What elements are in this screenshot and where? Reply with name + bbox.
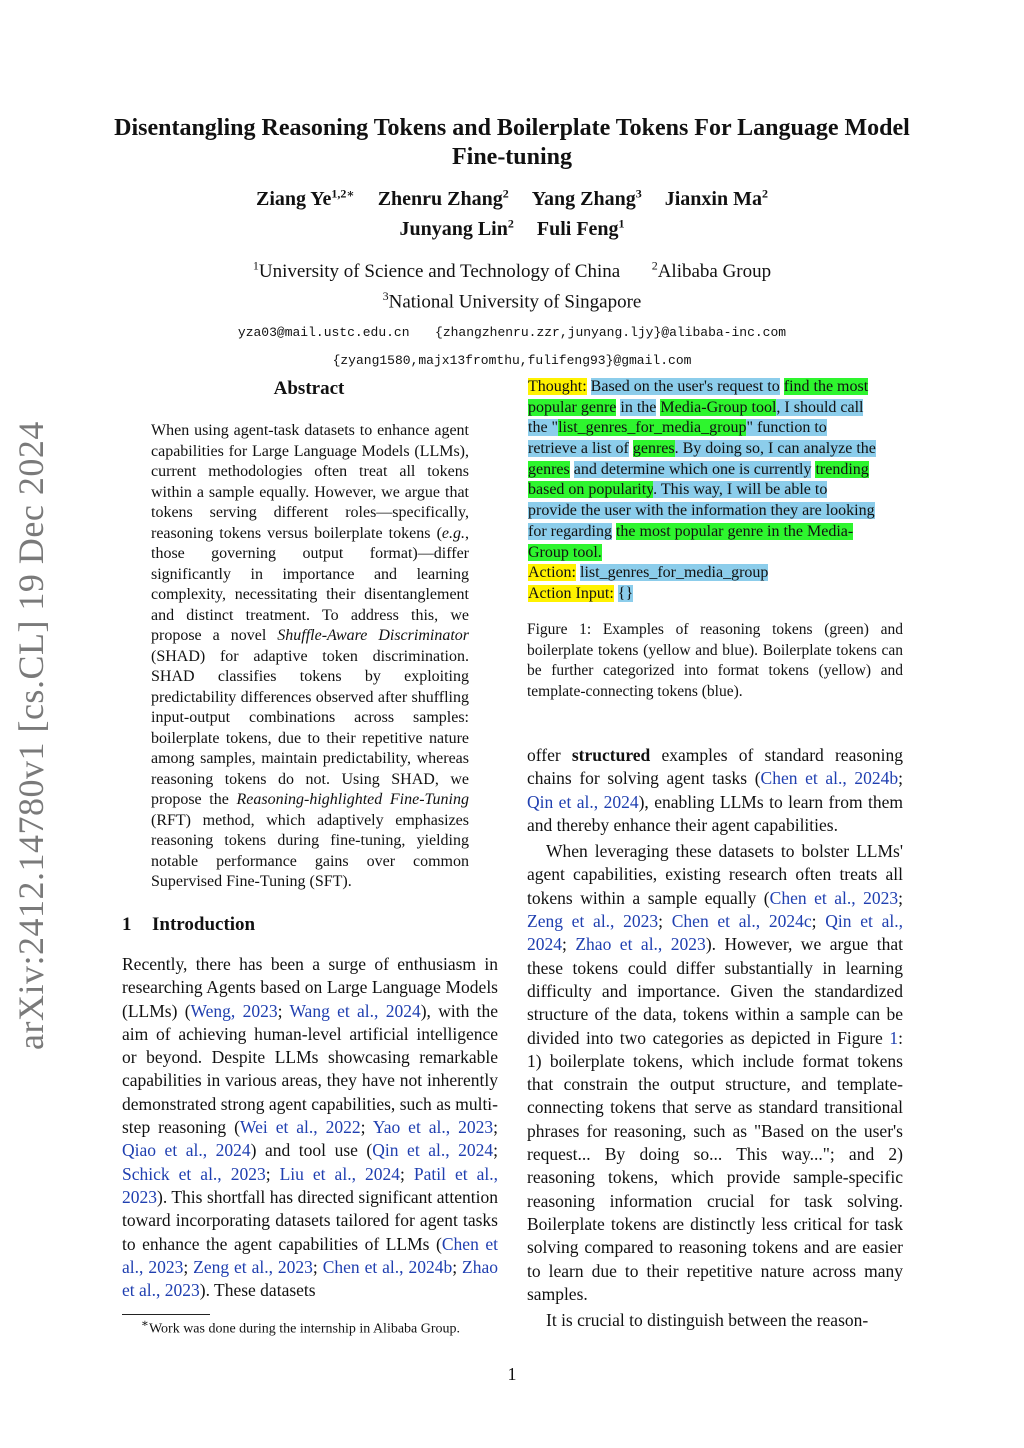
email: yza03@mail.ustc.edu.cn [237,324,410,340]
affiliation: $^3$National University of Singapore [382,289,642,313]
page-number: 1 [507,1364,517,1384]
arxiv-stamp: arXiv:2412.14780v1 [cs.CL] 19 Dec 2024 [11,421,51,1050]
citation-link[interactable]: Qin et al., 2024 [527,791,639,812]
citation-link[interactable]: Yao et al., 2023 [372,1117,494,1138]
citation-link[interactable]: Weng, 2023 [190,1000,278,1021]
figure-ref-link[interactable]: 1 [889,1027,899,1048]
author: Fuli Feng$^1$ [536,216,625,241]
author: Ziang $Ye^{1,2∗}$ [256,186,355,210]
citation-link[interactable]: Zhao et al., 2023 [122,1256,498,1301]
paragraph: It is crucial to distinguish between the reason- [546,1310,869,1331]
citation-link[interactable]: Zhao et al., 2023 [575,934,706,955]
citation-link[interactable]: Wei et al., 2022 [239,1117,361,1138]
right-column-text [527,744,903,1332]
section-heading: 1 Introduction [122,914,256,935]
abstract-body: When using agent-task datasets to enhance agent capabilities for Large Language Models (LLMs), current methodologies often treat all tokens within a sample equally. However, we argue that tokens serving different roles—specifically, reasoning tokens versus boilerplate tokens (e.g., those governing output format)—differ significantly in importance and learning complexity, necessitating their disentanglement and distinct treatment. To address this, we propose a novel Shuffle-Aware Discriminator (SHAD) for adaptive token discrimination. SHAD classifies tokens by exploiting predictability differences observed after shuffling input-output combinations across samples: boilerplate tokens, due to their repetitive nature among samples, maintain predictability, whereas reasoning tokens do not. Using SHAD, we propose the Reasoning-highlighted Fine-Tuning (RFT) method, which adaptively emphasizes reasoning tokens during fine-tuning, yielding notable performance gains over common Supervised Fine-Tuning (SFT). [151,422,470,890]
author: Jianxin Ma$^2$ [664,186,768,210]
citation-link[interactable]: Qin et al., 2024 [372,1140,494,1161]
author-list [150,181,874,242]
citation-link[interactable]: Chen et al., 2024b [322,1256,453,1277]
citation-link[interactable]: Qin et al., 2024 [527,911,903,955]
footnote-rule [122,1314,210,1315]
affiliation: $^1$University of Science and Technology of China [252,259,621,283]
author: Junyang Lin$^2$ [399,216,514,241]
email: {zhangzhenru.zzr,junyang.ljy}@alibaba-inc.com [435,324,787,340]
affiliation: $^2$Alibaba Group [651,259,772,283]
email: {zyang1580,majx13fromthu,fulifeng93}@gmail.com [332,352,692,368]
paragraph: offer structured examples of standard reasoning chains for solving agent tasks (Chen et al., 2024b; Qin et al., 2024), enabling LLMs to learn from them and thereby enhance their agent capabilities. [527,745,904,835]
affiliations [150,254,874,373]
citation-link[interactable]: Zeng et al., 2023 [527,911,659,932]
footnote: ∗Work was done during the internship in Alibaba Group. [141,1317,461,1337]
citation-link[interactable]: Patil et al., 2023 [122,1163,498,1207]
figure-caption: Figure 1: Examples of reasoning tokens (green) and boilerplate tokens (yellow and blue). Boilerplate tokens can be further categorized into format tokens (yellow) and template-connecting tokens (blue). [527,621,903,700]
abstract-heading: Abstract [273,378,345,399]
citation-link[interactable]: Liu et al., 2024 [279,1163,400,1184]
citation-link[interactable]: Chen et al., 2024c [671,911,812,932]
citation-link[interactable]: Chen et al., 2023 [769,887,899,908]
citation-link[interactable]: Qiao et al., 2024 [122,1140,251,1161]
figure-1-example: Thought: Based on the user's request to find the most popular genre in the Media-Group tool, I should call the "list_genres_for_media_group" function to retrieve a list of genres. By doing so, I can analyze the genres and determine which one is currently trending based on popularity. This way, I will be able to provide the user with the information they are looking for regarding the most popular genre in the Media- Group tool. Action: list_genres_for_media_group Action Input: {} [528,378,876,602]
author: Zhenru Zhang$^2$ [377,186,509,210]
citation-link[interactable]: Schick et al., 2023 [122,1163,266,1184]
paragraph: When leveraging these datasets to bolster LLMs' agent capabilities, existing research often treats all tokens within a sample equally (Chen et al., 2023; Zeng et al., 2023; Chen et al., 2024c; Qin et al., 2024; Zhao et al., 2023). However, we argue that these tokens could differ substantially in learning difficulty and importance. Given the standardized structure of the data, tokens within a sample can be divided into two categories as depicted in Figure 1: 1) boilerplate tokens, which include format tokens that constrain the output structure, and template-connecting tokens that serve as standard transitional phrases for reasoning, such as "Based on the user's request... By doing so... This way..."; and 2) reasoning tokens, which provide sample-specific reasoning information crucial for task solving. Boilerplate tokens are distinctly less critical for task solving compared to reasoning tokens and are easier to learn due to their repetitive nature across many samples. [527,841,903,1304]
author: Yang Zhang$^3$ [531,186,642,210]
citation-link[interactable]: Zeng et al., 2023 [193,1256,313,1277]
citation-link[interactable]: Chen et al., 2024b [760,768,899,789]
citation-link[interactable]: Chen et al., 2023 [122,1233,498,1277]
paper-title: Disentangling Reasoning Tokens and Boilerplate Tokens For Language Model Fine-tuning [114,115,910,170]
intro-paragraph: Recently, there has been a surge of enthusiasm in researching Agents based on Large Language Models (LLMs) (Weng, 2023; Wang et al., 2024), with the aim of achieving human-level artificial intelligence or beyond. Despite LLMs showcasing remarkable capabilities in various areas, they have not inherently demonstrated strong agent capabilities, such as multi-step reasoning (Wei et al., 2022; Yao et al., 2023; Qiao et al., 2024) and tool use (Qin et al., 2024; Schick et al., 2023; Liu et al., 2024; Patil et al., 2023). This shortfall has directed significant attention toward incorporating datasets tailored for agent tasks to enhance the agent capabilities of LLMs (Chen et al., 2023; Zeng et al., 2023; Chen et al., 2024b; Zhao et al., 2023). These datasets [122,954,499,1301]
citation-link[interactable]: Wang et al., 2024 [289,1000,421,1021]
